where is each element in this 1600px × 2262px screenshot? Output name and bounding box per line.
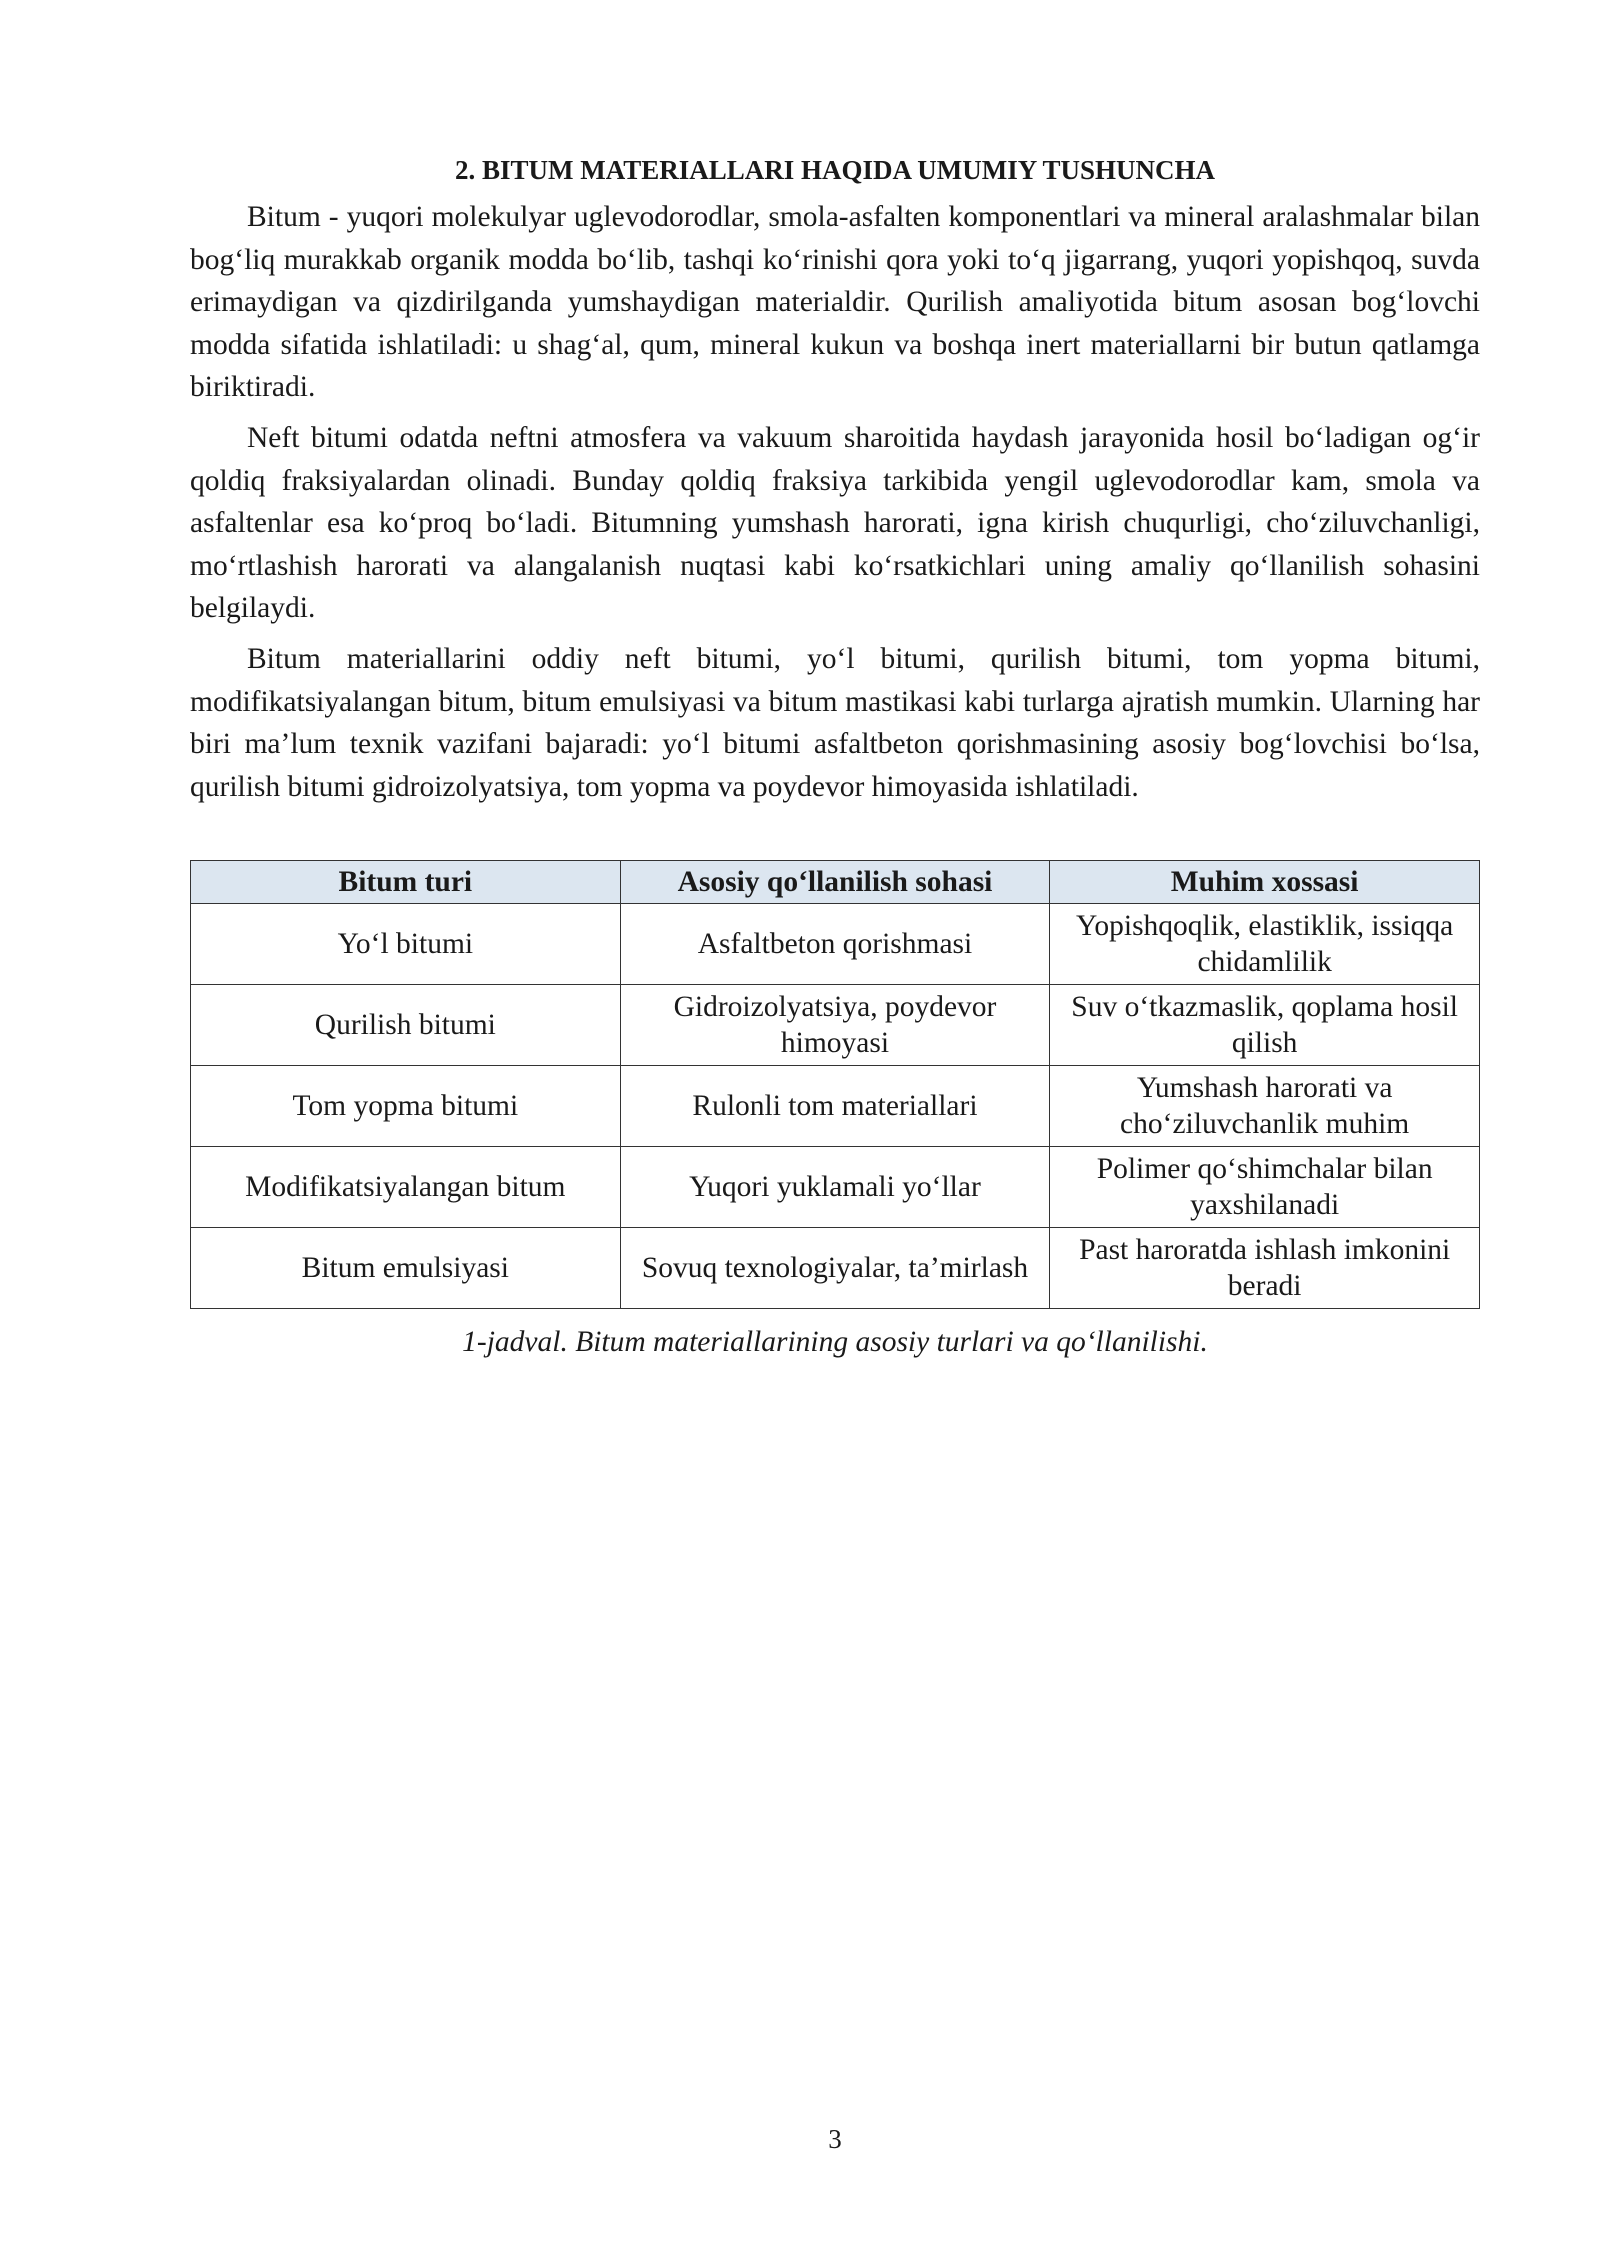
table-cell: Yuqori yuklamali yo‘llar xyxy=(620,1147,1050,1228)
table-row xyxy=(191,1066,1480,1147)
page-number: 3 xyxy=(828,2124,842,2154)
table-cell: Asfaltbeton qorishmasi xyxy=(620,904,1050,985)
table-header-cell: Muhim xossasi xyxy=(1050,861,1480,904)
table-cell: Polimer qo‘shimchalar bilan yaxshilanadi xyxy=(1050,1147,1480,1228)
table-header-row xyxy=(191,861,1480,904)
paragraph-3: Bitum materiallarini oddiy neft bitumi, yo‘l bitumi, qurilish bitumi, tom yopma bitumi, modifikatsiyalangan bitum, bitum emulsiyasi va bitum mastikasi kabi turlarga ajratish mumkin. Ularning har biri ma’lum texnik vazifani bajaradi: yo‘l bitumi asfaltbeton qorishmasining asosiy bog‘lovchisi bo‘lsa, qurilish bitumi gidroizolyatsiya, tom yopma va poydevor himoyasida ishlatiladi. xyxy=(190,643,1480,803)
table-cell: Yo‘l bitumi xyxy=(191,904,621,985)
table-cell: Gidroizolyatsiya, poydevor himoyasi xyxy=(620,985,1050,1066)
table-cell: Yumshash harorati va cho‘ziluvchanlik muhim xyxy=(1050,1066,1480,1147)
table-cell: Suv o‘tkazmaslik, qoplama hosil qilish xyxy=(1050,985,1480,1066)
table-header-cell: Bitum turi xyxy=(191,861,621,904)
table-row xyxy=(191,1228,1480,1309)
table-caption: 1-jadval. Bitum materiallarining asosiy turlari va qo‘llanilishi. xyxy=(462,1326,1208,1358)
table-cell: Modifikatsiyalangan bitum xyxy=(191,1147,621,1228)
table-cell: Past haroratda ishlash imkonini beradi xyxy=(1050,1228,1480,1309)
paragraph-1: Bitum - yuqori molekulyar uglevodorodlar, smola-asfalten komponentlari va mineral aralashmalar bilan bog‘liq murakkab organik modda bo‘lib, tashqi ko‘rinishi qora yoki to‘q jigarrang, yuqori yopishqoq, suvda erimaydigan va qizdirilganda yumshaydigan materialdir. Qurilish amaliyotida bitum asosan bog‘lovchi modda sifatida ishlatiladi: u shag‘al, qum, mineral kukun va boshqa inert materiallarni bir butun qatlamga biriktiradi. xyxy=(190,201,1480,403)
table-cell: Sovuq texnologiyalar, ta’mirlash xyxy=(620,1228,1050,1309)
table-header-cell: Asosiy qo‘llanilish sohasi xyxy=(620,861,1050,904)
table-row xyxy=(191,904,1480,985)
table-row xyxy=(191,1147,1480,1228)
table-cell: Yopishqoqlik, elastiklik, issiqqa chidamlilik xyxy=(1050,904,1480,985)
table-cell: Tom yopma bitumi xyxy=(191,1066,621,1147)
bitumen-types-table xyxy=(190,860,1480,1309)
table-cell: Qurilish bitumi xyxy=(191,985,621,1066)
table-cell: Bitum emulsiyasi xyxy=(191,1228,621,1309)
table-row xyxy=(191,985,1480,1066)
section-heading: 2. BITUM MATERIALLARI HAQIDA UMUMIY TUSHUNCHA xyxy=(454,155,1216,185)
table-cell: Rulonli tom materiallari xyxy=(620,1066,1050,1147)
paragraph-2: Neft bitumi odatda neftni atmosfera va vakuum sharoitida haydash jarayonida hosil bo‘ladigan og‘ir qoldiq fraksiyalardan olinadi. Bunday qoldiq fraksiya tarkibida yengil uglevodorodlar kam, smola va asfaltenlar esa ko‘proq bo‘ladi. Bitumning yumshash harorati, igna kirish chuqurligi, cho‘ziluvchanligi, mo‘rtlashish harorati va alangalanish nuqtasi kabi ko‘rsatkichlari uning amaliy qo‘llanilish sohasini belgilaydi. xyxy=(190,422,1480,624)
